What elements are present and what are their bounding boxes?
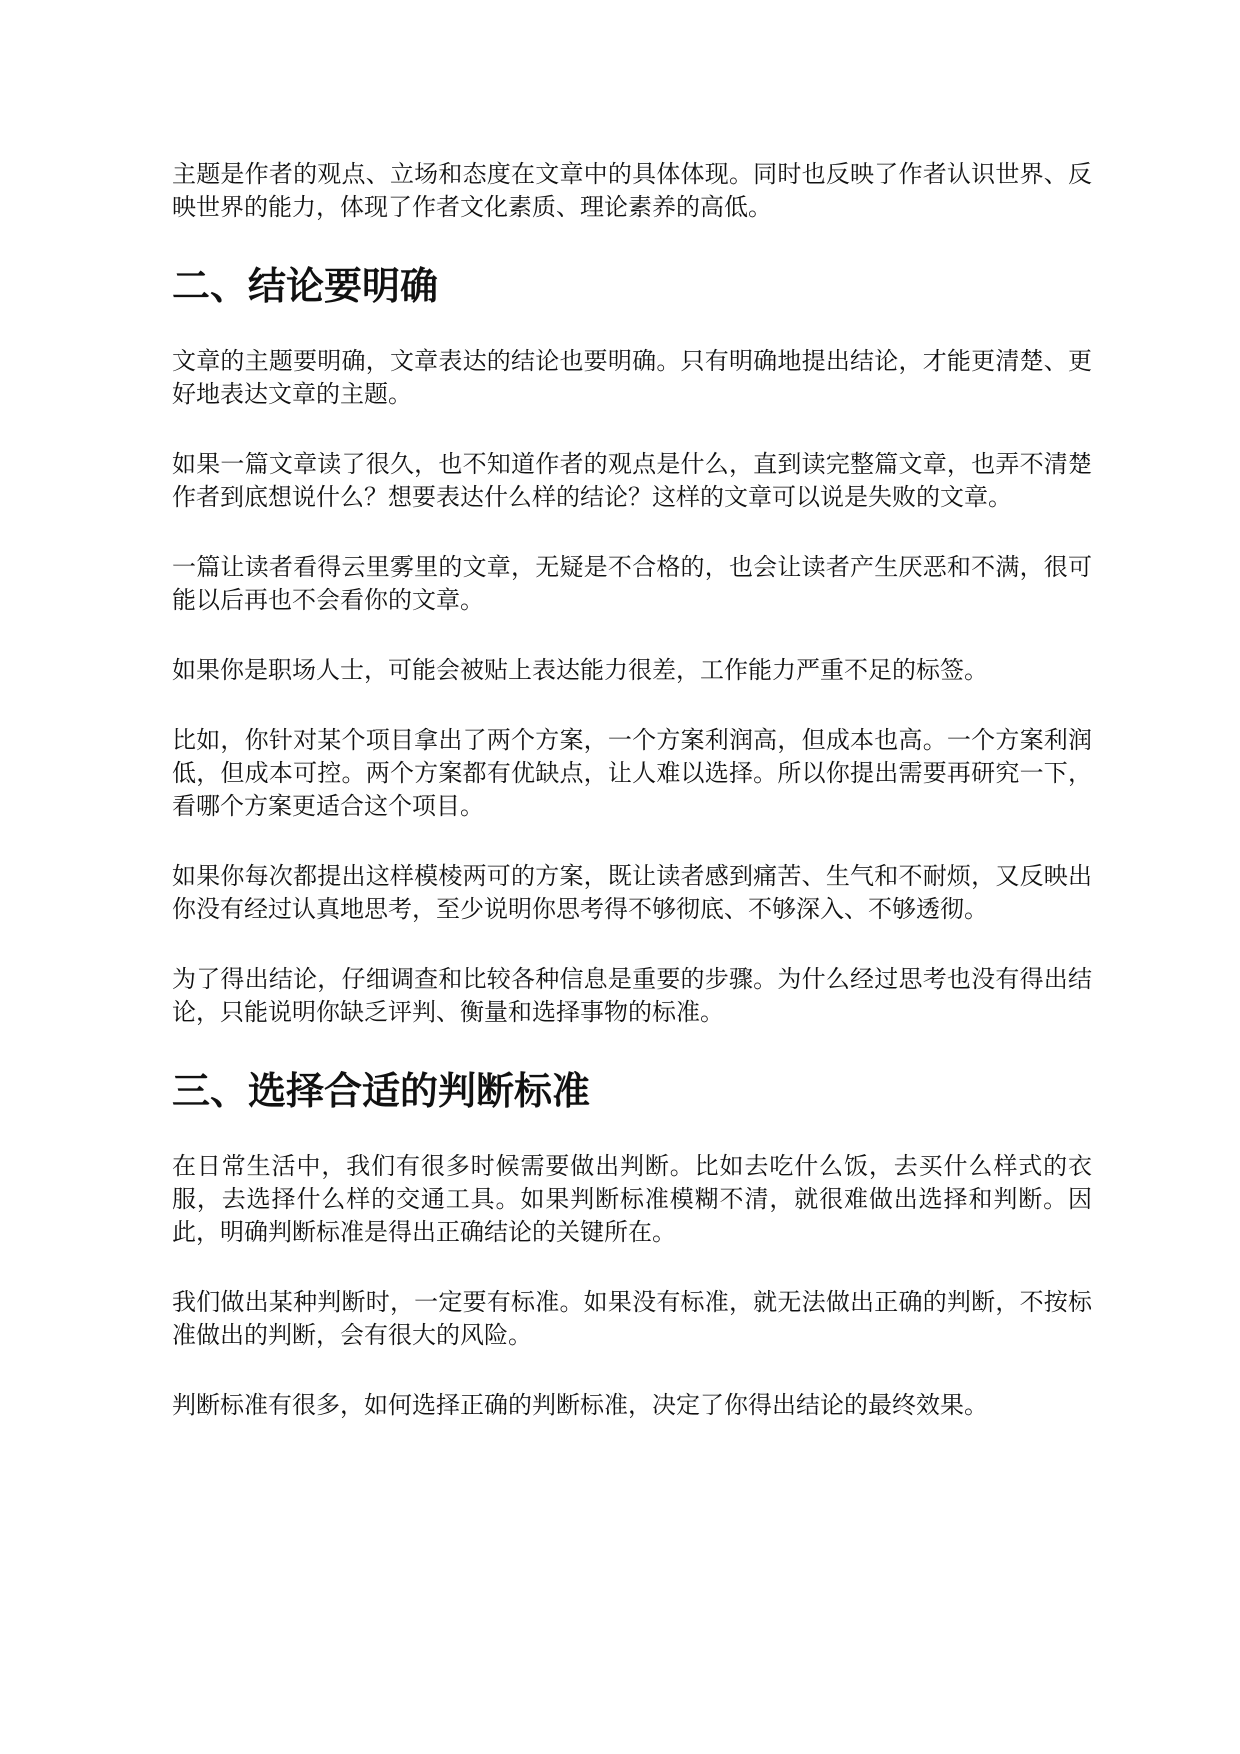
paragraph: 如果你是职场人士，可能会被贴上表达能力很差，工作能力严重不足的标签。: [172, 656, 988, 684]
paragraph: 在日常生活中，我们有很多时候需要做出判断。比如去吃什么饭，去买什么样式的衣服，去选择什么样的交通工具。如果判断标准模糊不清，就很难做出选择和判断。因此，明确判断标准是得出正确结论的关键所在。: [172, 1152, 1092, 1246]
paragraph: 如果一篇文章读了很久，也不知道作者的观点是什么，直到读完整篇文章，也弄不清楚作者到底想说什么？想要表达什么样的结论？这样的文章可以说是失败的文章。: [172, 450, 1092, 511]
paragraph: 判断标准有很多，如何选择正确的判断标准，决定了你得出结论的最终效果。: [172, 1391, 988, 1419]
paragraph: 如果你每次都提出这样模棱两可的方案，既让读者感到痛苦、生气和不耐烦，又反映出你没有经过认真地思考，至少说明你思考得不够彻底、不够深入、不够透彻。: [172, 862, 1092, 923]
paragraph: 比如，你针对某个项目拿出了两个方案，一个方案利润高，但成本也高。一个方案利润低，但成本可控。两个方案都有优缺点，让人难以选择。所以你提出需要再研究一下，看哪个方案更适合这个项目。: [172, 726, 1092, 820]
paragraph: 我们做出某种判断时，一定要有标准。如果没有标准，就无法做出正确的判断，不按标准做出的判断，会有很大的风险。: [172, 1288, 1092, 1349]
document-page: [172, 158, 1092, 1459]
paragraph: 为了得出结论，仔细调查和比较各种信息是重要的步骤。为什么经过思考也没有得出结论，只能说明你缺乏评判、衡量和选择事物的标准。: [172, 965, 1092, 1026]
paragraph-intro: 主题是作者的观点、立场和态度在文章中的具体体现。同时也反映了作者认识世界、反映世界的能力，体现了作者文化素质、理论素养的高低。: [172, 160, 1092, 221]
paragraph: 一篇让读者看得云里雾里的文章，无疑是不合格的，也会让读者产生厌恶和不满，很可能以后再也不会看你的文章。: [172, 553, 1092, 614]
paragraph: 文章的主题要明确，文章表达的结论也要明确。只有明确地提出结论，才能更清楚、更好地表达文章的主题。: [172, 347, 1092, 408]
section-heading-3: 三、选择合适的判断标准: [172, 1069, 591, 1113]
section-heading-2: 二、结论要明确: [172, 264, 439, 308]
